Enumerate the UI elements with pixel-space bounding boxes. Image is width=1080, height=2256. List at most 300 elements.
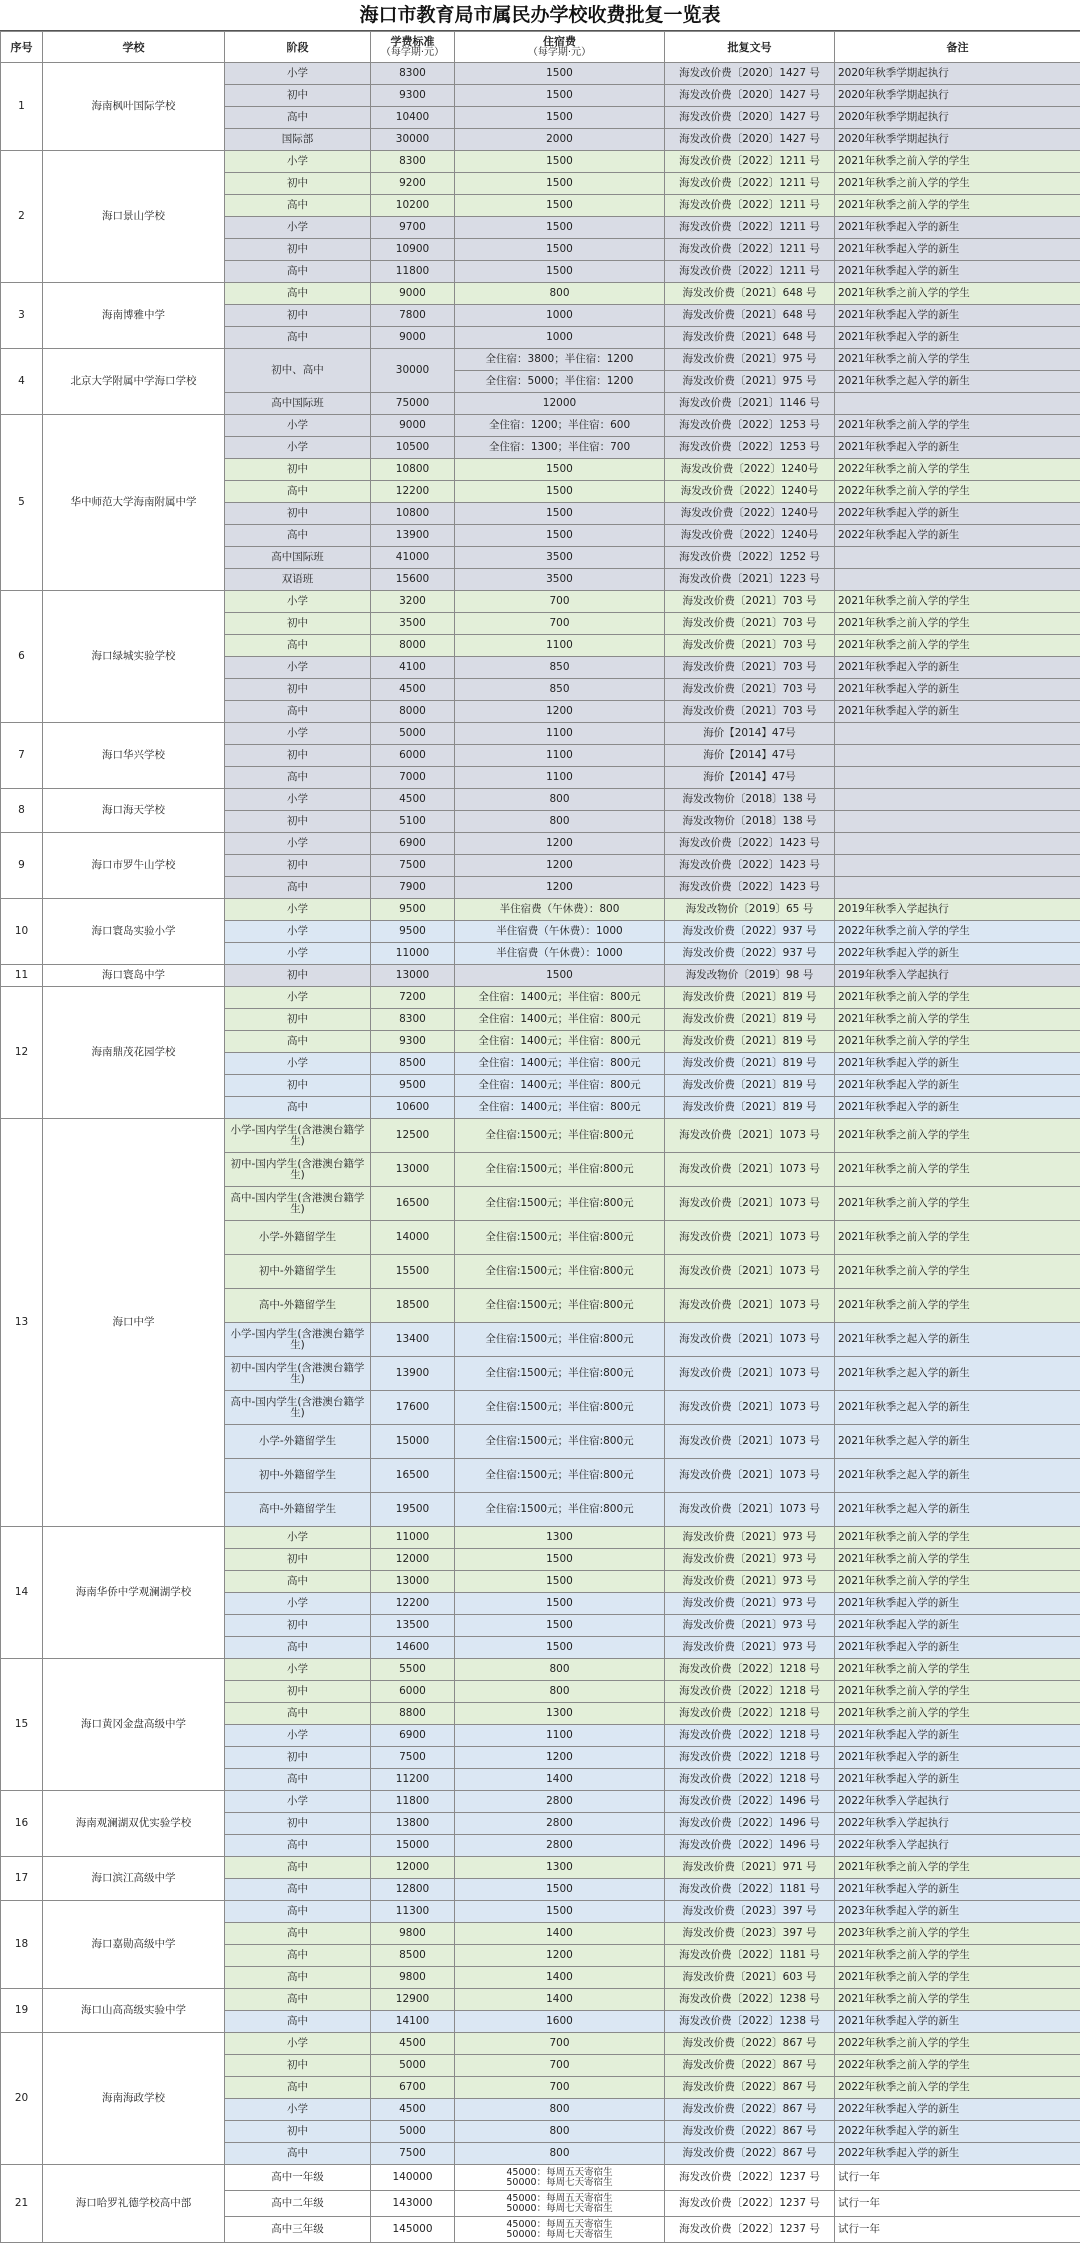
lodging-cell: 1100	[455, 745, 665, 767]
tuition-cell: 143000	[371, 2191, 455, 2217]
header-tuition	[371, 32, 455, 63]
note-cell: 2021年秋季之前入学的学生	[835, 283, 1080, 305]
stage-cell: 小学	[225, 657, 371, 679]
tuition-cell: 3500	[371, 613, 455, 635]
doc-number-cell: 海发改价费〔2022〕867 号	[665, 2077, 835, 2099]
school-name: 海南枫叶国际学校	[43, 63, 225, 151]
lodging-cell: 800	[455, 2121, 665, 2143]
stage-cell: 高中	[225, 701, 371, 723]
stage-cell: 初中	[225, 1615, 371, 1637]
lodging-cell: 800	[455, 811, 665, 833]
tuition-cell: 4100	[371, 657, 455, 679]
row-index: 2	[1, 151, 43, 283]
note-cell: 2021年秋季之前入学的学生	[835, 1221, 1080, 1255]
note-cell: 2021年秋季之前入学的学生	[835, 1989, 1080, 2011]
note-cell: 2021年秋季之前入学的学生	[835, 1857, 1080, 1879]
note-cell: 2021年秋季起入学的新生	[835, 1769, 1080, 1791]
note-cell: 2021年秋季之前入学的学生	[835, 1289, 1080, 1323]
lodging-cell: 1000	[455, 305, 665, 327]
header-index: 序号	[1, 32, 43, 63]
row-index: 1	[1, 63, 43, 151]
tuition-cell: 15000	[371, 1425, 455, 1459]
doc-number-cell: 海发改价费〔2022〕1496 号	[665, 1791, 835, 1813]
tuition-cell: 9300	[371, 85, 455, 107]
doc-number-cell: 海价【2014】47号	[665, 745, 835, 767]
lodging-cell: 1500	[455, 217, 665, 239]
doc-number-cell: 海发改价费〔2021〕975 号	[665, 349, 835, 371]
stage-cell: 高中	[225, 1967, 371, 1989]
stage-cell: 小学-外籍留学生	[225, 1221, 371, 1255]
lodging-cell: 全住宿:1500元；半住宿:800元	[455, 1153, 665, 1187]
doc-number-cell: 海发改价费〔2021〕973 号	[665, 1549, 835, 1571]
lodging-cell: 半住宿费（午休费）：1000	[455, 943, 665, 965]
lodging-cell: 2800	[455, 1813, 665, 1835]
stage-cell: 高中一年级	[225, 2165, 371, 2191]
note-cell	[835, 723, 1080, 745]
tuition-cell: 13000	[371, 965, 455, 987]
stage-cell: 高中	[225, 1637, 371, 1659]
note-cell: 2021年秋季之前入学的学生	[835, 1119, 1080, 1153]
doc-number-cell: 海发改价费〔2022〕1218 号	[665, 1769, 835, 1791]
lodging-cell: 半住宿费（午休费）：800	[455, 899, 665, 921]
lodging-cell: 1400	[455, 1989, 665, 2011]
tuition-cell: 3200	[371, 591, 455, 613]
doc-number-cell: 海发改价费〔2020〕1427 号	[665, 107, 835, 129]
tuition-cell: 30000	[371, 349, 455, 393]
lodging-cell: 800	[455, 283, 665, 305]
doc-number-cell: 海发改价费〔2022〕1211 号	[665, 173, 835, 195]
table-row	[1, 723, 1080, 745]
doc-number-cell: 海发改价费〔2022〕1423 号	[665, 877, 835, 899]
lodging-cell: 1500	[455, 107, 665, 129]
doc-number-cell: 海发改价费〔2021〕971 号	[665, 1857, 835, 1879]
stage-cell: 初中-外籍留学生	[225, 1459, 371, 1493]
stage-cell: 高中	[225, 2011, 371, 2033]
lodging-cell: 800	[455, 2099, 665, 2121]
doc-number-cell: 海发改价费〔2022〕937 号	[665, 943, 835, 965]
note-cell: 2021年秋季之前入学的学生	[835, 195, 1080, 217]
doc-number-cell: 海发改价费〔2021〕1146 号	[665, 393, 835, 415]
lodging-cell: 1500	[455, 525, 665, 547]
tuition-cell: 14100	[371, 2011, 455, 2033]
lodging-cell: 700	[455, 2055, 665, 2077]
lodging-cell: 全住宿:1500元；半住宿:800元	[455, 1493, 665, 1527]
header-tuition-label: 学费标准	[390, 35, 435, 48]
tuition-cell: 6000	[371, 745, 455, 767]
stage-cell: 初中	[225, 173, 371, 195]
note-cell: 2020年秋季学期起执行	[835, 85, 1080, 107]
school-name: 北京大学附属中学海口学校	[43, 349, 225, 415]
row-index: 14	[1, 1527, 43, 1659]
doc-number-cell: 海发改价费〔2021〕703 号	[665, 657, 835, 679]
school-name: 海口嘉勋高级中学	[43, 1901, 225, 1989]
school-name: 海南观澜湖双优实验学校	[43, 1791, 225, 1857]
table-row	[1, 1659, 1080, 1681]
tuition-cell: 9800	[371, 1923, 455, 1945]
doc-number-cell: 海发改价费〔2022〕867 号	[665, 2033, 835, 2055]
tuition-cell: 11800	[371, 1791, 455, 1813]
doc-number-cell: 海发改价费〔2021〕1073 号	[665, 1255, 835, 1289]
note-cell: 2021年秋季起入学的新生	[835, 1879, 1080, 1901]
table-row	[1, 965, 1080, 987]
note-cell	[835, 811, 1080, 833]
note-cell: 2021年秋季之前入学的学生	[835, 1031, 1080, 1053]
row-index: 15	[1, 1659, 43, 1791]
note-cell: 2021年秋季起入学的新生	[835, 1747, 1080, 1769]
tuition-cell: 9000	[371, 283, 455, 305]
row-index: 6	[1, 591, 43, 723]
school-name: 海口滨江高级中学	[43, 1857, 225, 1901]
tuition-cell: 14000	[371, 1221, 455, 1255]
doc-number-cell: 海发改价费〔2021〕1073 号	[665, 1187, 835, 1221]
tuition-cell: 5000	[371, 2121, 455, 2143]
school-name: 海南华侨中学观澜湖学校	[43, 1527, 225, 1659]
stage-cell: 高中	[225, 1703, 371, 1725]
note-cell: 2023年秋季起入学的新生	[835, 1901, 1080, 1923]
table-row	[1, 789, 1080, 811]
tuition-cell: 10800	[371, 459, 455, 481]
lodging-cell: 1200	[455, 855, 665, 877]
note-cell	[835, 547, 1080, 569]
stage-cell: 小学	[225, 921, 371, 943]
stage-cell: 小学	[225, 437, 371, 459]
school-name: 海南鼎茂花园学校	[43, 987, 225, 1119]
lodging-cell: 1400	[455, 1923, 665, 1945]
tuition-cell: 145000	[371, 2217, 455, 2243]
lodging-cell: 全住宿:1500元；半住宿:800元	[455, 1221, 665, 1255]
doc-number-cell: 海发改价费〔2022〕1496 号	[665, 1835, 835, 1857]
stage-cell: 高中	[225, 1989, 371, 2011]
lodging-cell: 全住宿:1500元；半住宿:800元	[455, 1391, 665, 1425]
lodging-cell: 850	[455, 657, 665, 679]
row-index: 19	[1, 1989, 43, 2033]
doc-number-cell: 海发改价费〔2021〕1223 号	[665, 569, 835, 591]
row-index: 3	[1, 283, 43, 349]
stage-cell: 初中	[225, 1075, 371, 1097]
school-name: 海口绿城实验学校	[43, 591, 225, 723]
tuition-cell: 12000	[371, 1549, 455, 1571]
note-cell: 2021年秋季起入学的新生	[835, 217, 1080, 239]
table-row	[1, 349, 1080, 371]
stage-cell: 小学	[225, 415, 371, 437]
doc-number-cell: 海价【2014】47号	[665, 767, 835, 789]
tuition-cell: 12900	[371, 1989, 455, 2011]
tuition-cell: 12000	[371, 1857, 455, 1879]
note-cell: 试行一年	[835, 2217, 1080, 2243]
lodging-cell: 1100	[455, 635, 665, 657]
stage-cell: 高中-外籍留学生	[225, 1493, 371, 1527]
note-cell: 2021年秋季之前入学的学生	[835, 1659, 1080, 1681]
stage-cell: 小学-外籍留学生	[225, 1425, 371, 1459]
note-cell: 2022年秋季入学起执行	[835, 1835, 1080, 1857]
lodging-cell: 700	[455, 591, 665, 613]
tuition-cell: 12500	[371, 1119, 455, 1153]
lodging-cell: 全住宿：3800；半住宿：1200	[455, 349, 665, 371]
row-index: 12	[1, 987, 43, 1119]
note-cell: 2021年秋季之前入学的学生	[835, 1703, 1080, 1725]
tuition-cell: 8300	[371, 1009, 455, 1031]
note-cell	[835, 569, 1080, 591]
lodging-cell: 3500	[455, 547, 665, 569]
note-cell: 2021年秋季之前入学的学生	[835, 415, 1080, 437]
tuition-cell: 140000	[371, 2165, 455, 2191]
lodging-cell: 800	[455, 1659, 665, 1681]
stage-cell: 高中	[225, 1031, 371, 1053]
school-name: 海口市罗牛山学校	[43, 833, 225, 899]
tuition-cell: 19500	[371, 1493, 455, 1527]
doc-number-cell: 海发改价费〔2022〕1218 号	[665, 1703, 835, 1725]
tuition-cell: 14600	[371, 1637, 455, 1659]
lodging-cell: 1500	[455, 1901, 665, 1923]
note-cell: 2021年秋季之前入学的学生	[835, 1571, 1080, 1593]
table-row	[1, 1527, 1080, 1549]
note-cell: 2021年秋季之前入学的学生	[835, 635, 1080, 657]
doc-number-cell: 海发改价费〔2022〕867 号	[665, 2121, 835, 2143]
note-cell: 2021年秋季之起入学的新生	[835, 1459, 1080, 1493]
note-cell	[835, 789, 1080, 811]
table-row	[1, 2033, 1080, 2055]
school-name: 海南博雅中学	[43, 283, 225, 349]
table-row	[1, 833, 1080, 855]
lodging-cell: 全住宿：1200；半住宿：600	[455, 415, 665, 437]
doc-number-cell: 海发改价费〔2021〕973 号	[665, 1527, 835, 1549]
doc-number-cell: 海发改价费〔2022〕1211 号	[665, 261, 835, 283]
row-index: 17	[1, 1857, 43, 1901]
stage-cell: 高中	[225, 195, 371, 217]
stage-cell: 小学-国内学生(含港澳台籍学生)	[225, 1323, 371, 1357]
lodging-cell: 1500	[455, 239, 665, 261]
note-cell: 2022年秋季入学起执行	[835, 1813, 1080, 1835]
note-cell: 2021年秋季之前入学的学生	[835, 1187, 1080, 1221]
lodging-cell: 1500	[455, 1571, 665, 1593]
stage-cell: 初中	[225, 1813, 371, 1835]
doc-number-cell: 海发改价费〔2022〕1211 号	[665, 217, 835, 239]
table-row	[1, 1857, 1080, 1879]
lodging-cell: 1300	[455, 1857, 665, 1879]
tuition-cell: 10800	[371, 503, 455, 525]
tuition-cell: 4500	[371, 789, 455, 811]
lodging-cell: 1400	[455, 1769, 665, 1791]
tuition-cell: 8000	[371, 701, 455, 723]
stage-cell: 小学	[225, 987, 371, 1009]
note-cell: 2021年秋季之起入学的新生	[835, 1425, 1080, 1459]
tuition-cell: 5500	[371, 1659, 455, 1681]
tuition-cell: 9500	[371, 1075, 455, 1097]
stage-cell: 高中	[225, 1571, 371, 1593]
note-cell: 2021年秋季之前入学的学生	[835, 1527, 1080, 1549]
note-cell: 2022年秋季入学起执行	[835, 1791, 1080, 1813]
lodging-cell: 1100	[455, 767, 665, 789]
stage-cell: 小学	[225, 1659, 371, 1681]
note-cell: 2022年秋季起入学的新生	[835, 2099, 1080, 2121]
stage-cell: 小学	[225, 217, 371, 239]
row-index: 7	[1, 723, 43, 789]
stage-cell: 初中-国内学生(含港澳台籍学生)	[225, 1357, 371, 1391]
note-cell: 2021年秋季之前入学的学生	[835, 591, 1080, 613]
doc-number-cell: 海发改价费〔2020〕1427 号	[665, 129, 835, 151]
stage-cell: 高中	[225, 261, 371, 283]
note-cell: 2021年秋季之前入学的学生	[835, 1681, 1080, 1703]
stage-cell: 小学	[225, 1725, 371, 1747]
row-index: 9	[1, 833, 43, 899]
stage-cell: 高中	[225, 107, 371, 129]
note-cell: 2021年秋季起入学的新生	[835, 437, 1080, 459]
doc-number-cell: 海价【2014】47号	[665, 723, 835, 745]
tuition-cell: 6900	[371, 833, 455, 855]
stage-cell: 小学	[225, 1593, 371, 1615]
lodging-cell: 45000：每周五天寄宿生 50000：每周七天寄宿生	[455, 2191, 665, 2217]
stage-cell: 初中	[225, 855, 371, 877]
stage-cell: 小学-国内学生(含港澳台籍学生)	[225, 1119, 371, 1153]
table-row	[1, 1791, 1080, 1813]
doc-number-cell: 海发改价费〔2021〕1073 号	[665, 1459, 835, 1493]
header-school: 学校	[43, 32, 225, 63]
stage-cell: 小学	[225, 943, 371, 965]
stage-cell: 高中-外籍留学生	[225, 1289, 371, 1323]
note-cell: 2021年秋季之前入学的学生	[835, 349, 1080, 371]
note-cell: 2021年秋季之前入学的学生	[835, 1945, 1080, 1967]
doc-number-cell: 海发改价费〔2023〕397 号	[665, 1923, 835, 1945]
tuition-cell: 7000	[371, 767, 455, 789]
lodging-cell: 45000：每周五天寄宿生 50000：每周七天寄宿生	[455, 2165, 665, 2191]
tuition-cell: 13500	[371, 1615, 455, 1637]
tuition-cell: 9500	[371, 921, 455, 943]
stage-cell: 双语班	[225, 569, 371, 591]
stage-cell: 高中	[225, 2143, 371, 2165]
lodging-cell: 1500	[455, 1637, 665, 1659]
tuition-cell: 11300	[371, 1901, 455, 1923]
lodging-cell: 1500	[455, 965, 665, 987]
note-cell: 2021年秋季之起入学的新生	[835, 1391, 1080, 1425]
tuition-cell: 13000	[371, 1153, 455, 1187]
tuition-cell: 4500	[371, 679, 455, 701]
doc-number-cell: 海发改价费〔2021〕1073 号	[665, 1391, 835, 1425]
note-cell: 2022年秋季之前入学的学生	[835, 481, 1080, 503]
lodging-cell: 1500	[455, 85, 665, 107]
stage-cell: 初中	[225, 2055, 371, 2077]
tuition-cell: 7200	[371, 987, 455, 1009]
lodging-cell: 700	[455, 613, 665, 635]
stage-cell: 初中	[225, 1747, 371, 1769]
tuition-cell: 7500	[371, 855, 455, 877]
tuition-cell: 10200	[371, 195, 455, 217]
note-cell: 2019年秋季入学起执行	[835, 965, 1080, 987]
stage-cell: 小学	[225, 1053, 371, 1075]
doc-number-cell: 海发改价费〔2020〕1427 号	[665, 85, 835, 107]
table-row	[1, 987, 1080, 1009]
note-cell: 2021年秋季起入学的新生	[835, 1725, 1080, 1747]
note-cell: 2021年秋季起入学的新生	[835, 1097, 1080, 1119]
doc-number-cell: 海发改价费〔2022〕1237 号	[665, 2165, 835, 2191]
school-name: 海口寰岛实验小学	[43, 899, 225, 965]
doc-number-cell: 海发改价费〔2021〕819 号	[665, 1075, 835, 1097]
tuition-cell: 10900	[371, 239, 455, 261]
stage-cell: 国际部	[225, 129, 371, 151]
lodging-cell: 1300	[455, 1527, 665, 1549]
doc-number-cell: 海发改价费〔2021〕1073 号	[665, 1221, 835, 1255]
stage-cell: 高中	[225, 635, 371, 657]
row-index: 5	[1, 415, 43, 591]
note-cell: 2021年秋季之前入学的学生	[835, 1009, 1080, 1031]
doc-number-cell: 海发改价费〔2021〕703 号	[665, 701, 835, 723]
stage-cell: 初中	[225, 305, 371, 327]
doc-number-cell: 海发改价费〔2022〕1237 号	[665, 2191, 835, 2217]
note-cell: 2021年秋季之起入学的新生	[835, 1357, 1080, 1391]
note-cell: 2021年秋季之前入学的学生	[835, 1967, 1080, 1989]
tuition-cell: 41000	[371, 547, 455, 569]
school-name: 海口海天学校	[43, 789, 225, 833]
lodging-cell: 1500	[455, 481, 665, 503]
note-cell: 2021年秋季起入学的新生	[835, 657, 1080, 679]
note-cell: 2021年秋季起入学的新生	[835, 305, 1080, 327]
tuition-cell: 5000	[371, 723, 455, 745]
row-index: 8	[1, 789, 43, 833]
note-cell: 2021年秋季起入学的新生	[835, 1615, 1080, 1637]
tuition-cell: 16500	[371, 1459, 455, 1493]
tuition-cell: 12800	[371, 1879, 455, 1901]
tuition-cell: 11000	[371, 1527, 455, 1549]
stage-cell: 小学	[225, 1527, 371, 1549]
stage-cell: 高中	[225, 1923, 371, 1945]
tuition-cell: 9500	[371, 899, 455, 921]
stage-cell: 小学	[225, 2033, 371, 2055]
doc-number-cell: 海发改价费〔2021〕975 号	[665, 371, 835, 393]
note-cell: 2021年秋季之起入学的新生	[835, 371, 1080, 393]
lodging-cell: 全住宿:1500元；半住宿:800元	[455, 1357, 665, 1391]
note-cell	[835, 855, 1080, 877]
table-row	[1, 591, 1080, 613]
doc-number-cell: 海发改价费〔2022〕1240号	[665, 503, 835, 525]
doc-number-cell: 海发改价费〔2021〕973 号	[665, 1615, 835, 1637]
lodging-cell: 1100	[455, 723, 665, 745]
header-doc: 批复文号	[665, 32, 835, 63]
note-cell: 2021年秋季起入学的新生	[835, 1053, 1080, 1075]
stage-cell: 高中国际班	[225, 393, 371, 415]
tuition-cell: 13000	[371, 1571, 455, 1593]
row-index: 13	[1, 1119, 43, 1527]
tuition-cell: 11200	[371, 1769, 455, 1791]
tuition-cell: 8300	[371, 63, 455, 85]
lodging-cell: 1500	[455, 1879, 665, 1901]
header-note: 备注	[835, 32, 1080, 63]
stage-cell: 小学	[225, 2099, 371, 2121]
stage-cell: 高中	[225, 767, 371, 789]
note-cell: 2021年秋季之前入学的学生	[835, 613, 1080, 635]
note-cell: 2021年秋季之前入学的学生	[835, 987, 1080, 1009]
note-cell: 试行一年	[835, 2191, 1080, 2217]
table-row	[1, 283, 1080, 305]
stage-cell: 高中-国内学生(含港澳台籍学生)	[225, 1187, 371, 1221]
lodging-cell: 3500	[455, 569, 665, 591]
doc-number-cell: 海发改价费〔2022〕1238 号	[665, 2011, 835, 2033]
row-index: 16	[1, 1791, 43, 1857]
lodging-cell: 1500	[455, 503, 665, 525]
school-name: 海口黄冈金盘高级中学	[43, 1659, 225, 1791]
lodging-cell: 1500	[455, 1615, 665, 1637]
doc-number-cell: 海发改价费〔2022〕1240号	[665, 481, 835, 503]
stage-cell: 小学	[225, 151, 371, 173]
lodging-cell: 850	[455, 679, 665, 701]
doc-number-cell: 海发改价费〔2021〕703 号	[665, 591, 835, 613]
stage-cell: 初中	[225, 85, 371, 107]
lodging-cell: 1200	[455, 833, 665, 855]
stage-cell: 高中	[225, 481, 371, 503]
doc-number-cell: 海发改价费〔2021〕603 号	[665, 1967, 835, 1989]
note-cell: 2021年秋季起入学的新生	[835, 2011, 1080, 2033]
note-cell	[835, 833, 1080, 855]
tuition-cell: 16500	[371, 1187, 455, 1221]
stage-cell: 高中-国内学生(含港澳台籍学生)	[225, 1391, 371, 1425]
